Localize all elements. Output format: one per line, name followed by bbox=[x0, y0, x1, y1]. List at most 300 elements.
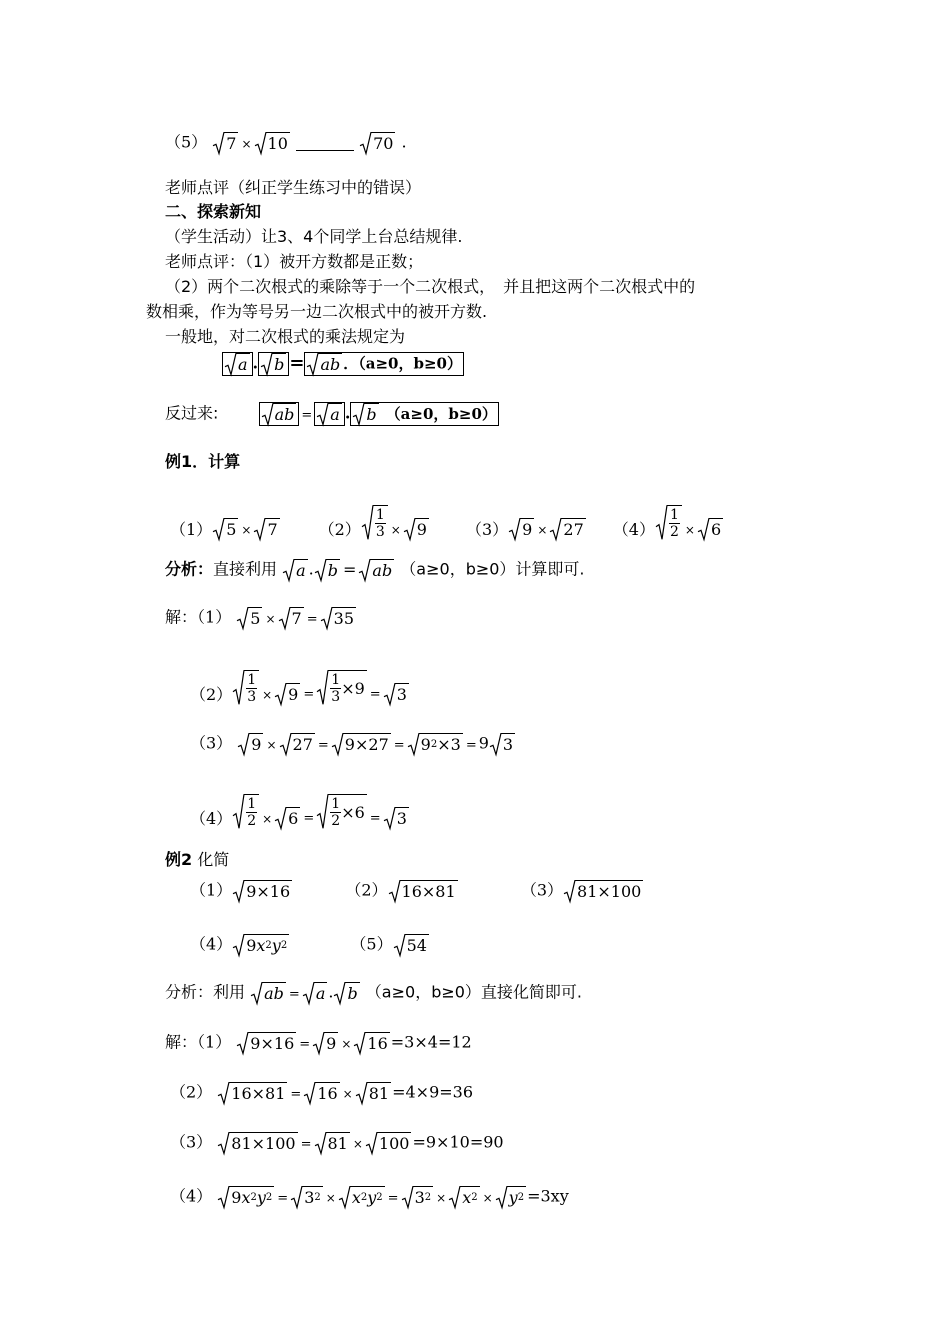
exponent: 2 bbox=[471, 1192, 478, 1203]
square-root bbox=[389, 880, 458, 902]
denominator: 2 bbox=[669, 524, 679, 540]
variable: x bbox=[462, 1188, 472, 1207]
radical-sign-icon bbox=[233, 934, 244, 956]
example-1-title: 例1．计算 bbox=[165, 452, 241, 471]
bold-text: （a≥0，b≥0） bbox=[385, 404, 497, 423]
text: 解： bbox=[165, 1032, 198, 1052]
radical-sign-icon bbox=[366, 1132, 377, 1154]
radicand: 16 bbox=[317, 1084, 338, 1103]
teacher-review-3a: （2）两个二次根式的乘除等于一个二次根式， 并且把这两个二次根式中的 bbox=[165, 277, 696, 296]
square-root bbox=[402, 1186, 434, 1208]
square-root bbox=[394, 934, 429, 956]
radical-sign-icon bbox=[237, 607, 248, 629]
text: =9×10=90 bbox=[412, 1132, 504, 1152]
fraction bbox=[246, 672, 257, 705]
equals-sign: = bbox=[465, 737, 477, 753]
section-heading: 二、探索新知 bbox=[165, 202, 262, 221]
times-sign: × bbox=[241, 523, 252, 537]
variable: y bbox=[271, 936, 281, 955]
radicand: 6 bbox=[710, 520, 722, 539]
radical-sign-icon bbox=[213, 518, 224, 540]
exponent: 2 bbox=[265, 1192, 273, 1203]
equals-sign: = bbox=[393, 737, 405, 753]
denominator: 3 bbox=[331, 689, 341, 705]
numerator: 1 bbox=[375, 507, 385, 523]
general-rule-intro: 一般地，对二次根式的乘法规定为 bbox=[165, 327, 406, 346]
radical-sign-icon bbox=[315, 1132, 326, 1154]
radicand: 9 bbox=[288, 685, 299, 704]
equals-sign: = bbox=[300, 1136, 312, 1152]
text: （1） bbox=[197, 1032, 232, 1052]
square-root bbox=[698, 518, 723, 540]
radicand: 9 bbox=[522, 520, 533, 539]
text: 3 bbox=[304, 1188, 315, 1207]
rule-box-ab bbox=[304, 352, 464, 376]
radical-sign-icon bbox=[251, 982, 262, 1004]
square-root bbox=[656, 505, 682, 540]
text: 解： bbox=[165, 607, 198, 627]
radicand: 7 bbox=[226, 134, 237, 153]
radicand bbox=[328, 794, 367, 829]
square-root bbox=[332, 733, 391, 755]
times-sign: × bbox=[266, 737, 277, 752]
radicand: 9 bbox=[326, 1034, 337, 1053]
radical-sign-icon bbox=[353, 403, 364, 425]
square-root bbox=[275, 683, 300, 705]
radical-sign-icon bbox=[233, 880, 244, 902]
radical-sign-icon bbox=[362, 505, 373, 540]
text: （2） bbox=[170, 1082, 213, 1102]
radical-sign-icon bbox=[225, 353, 236, 375]
radical-sign-icon bbox=[279, 607, 290, 629]
text: （3） bbox=[465, 520, 509, 539]
bold-text: = bbox=[289, 352, 305, 374]
square-root bbox=[218, 1186, 274, 1208]
times-sign: × bbox=[684, 523, 695, 537]
square-root bbox=[262, 403, 297, 425]
radical-sign-icon bbox=[359, 559, 370, 581]
formula-box bbox=[314, 402, 345, 426]
radical-sign-icon bbox=[317, 670, 328, 705]
times-sign: × bbox=[265, 611, 276, 626]
square-root bbox=[315, 559, 340, 581]
radicand bbox=[302, 1186, 323, 1208]
text: （3） bbox=[170, 1132, 213, 1152]
times-sign: × bbox=[537, 523, 548, 537]
radicand: a bbox=[330, 405, 340, 424]
solution-1-4 bbox=[190, 779, 410, 829]
radicand: b bbox=[274, 355, 285, 374]
radicand: 9 × 27 bbox=[344, 735, 389, 754]
exponent: 2 bbox=[376, 1192, 383, 1203]
analysis-2: 分析：利用 ab = a . b （a≥0，b≥0）直接化简即可. bbox=[165, 982, 583, 1003]
times-sign: × bbox=[241, 136, 252, 151]
radicand bbox=[373, 505, 388, 540]
radical-sign-icon bbox=[490, 733, 501, 755]
exponent: 2 bbox=[265, 940, 272, 951]
radicand: 10 bbox=[267, 134, 288, 153]
multiplication-rule bbox=[222, 352, 464, 376]
radicand bbox=[244, 670, 259, 705]
radical-sign-icon bbox=[313, 1032, 324, 1054]
radical-sign-icon bbox=[218, 1082, 229, 1104]
radicand bbox=[667, 505, 682, 540]
solution-2-4 bbox=[170, 1186, 569, 1209]
text: 化简 bbox=[197, 850, 230, 869]
square-root bbox=[354, 1032, 389, 1054]
radical-sign-icon bbox=[233, 794, 244, 829]
equals-sign: = bbox=[369, 811, 381, 826]
denominator: 2 bbox=[247, 813, 257, 829]
square-root bbox=[233, 880, 292, 902]
exponent: 2 bbox=[360, 1192, 368, 1203]
numerator: 1 bbox=[247, 796, 257, 812]
solution-1-1 bbox=[165, 607, 357, 630]
variable: x bbox=[256, 936, 266, 955]
radicand: ab bbox=[274, 405, 295, 424]
bold-text: 分析： bbox=[165, 559, 214, 579]
solution-2-2 bbox=[170, 1082, 473, 1105]
radicand bbox=[229, 1186, 274, 1208]
numerator: 1 bbox=[331, 796, 341, 812]
square-root bbox=[251, 982, 286, 1004]
square-root bbox=[225, 353, 250, 375]
text: （2） bbox=[318, 520, 361, 539]
radical-sign-icon bbox=[321, 607, 332, 629]
radicand bbox=[507, 1186, 526, 1208]
square-root bbox=[490, 733, 515, 755]
equals-sign: = bbox=[277, 1190, 289, 1206]
radicand: 81 bbox=[368, 1084, 390, 1103]
student-activity: （学生活动）让3、4个同学上台总结规律. bbox=[165, 227, 463, 246]
radical-sign-icon bbox=[354, 1032, 365, 1054]
radical-sign-icon bbox=[261, 353, 272, 375]
text: （3） bbox=[190, 733, 233, 753]
item-label: （5） bbox=[165, 132, 208, 152]
variable: y bbox=[508, 1188, 518, 1207]
radical-sign-icon bbox=[233, 670, 244, 705]
analysis-1: 分析：直接利用 a . b = ab （a≥0，b≥0）计算即可. bbox=[165, 559, 585, 580]
text: 9 bbox=[478, 733, 489, 753]
radical-sign-icon bbox=[496, 1186, 507, 1208]
text: 6 bbox=[354, 802, 365, 822]
radicand: 7 bbox=[291, 609, 302, 628]
radicand: 27 bbox=[563, 520, 584, 539]
radical-sign-icon bbox=[550, 518, 561, 540]
equals-sign: = bbox=[343, 559, 357, 579]
variable: y bbox=[367, 1188, 377, 1207]
times-sign: × bbox=[262, 812, 273, 826]
solution-2-3 bbox=[170, 1132, 504, 1155]
fraction bbox=[669, 507, 680, 540]
square-root bbox=[279, 607, 304, 629]
radicand: 9×16 bbox=[250, 1034, 295, 1053]
rule-box-a bbox=[222, 352, 253, 376]
square-root bbox=[304, 1082, 339, 1104]
text: 9 bbox=[344, 735, 355, 754]
equals-sign: = bbox=[301, 407, 313, 423]
radical-sign-icon bbox=[332, 733, 343, 755]
text: （4） bbox=[170, 1186, 213, 1206]
text: =3xy bbox=[527, 1186, 569, 1206]
radicand: 7 bbox=[267, 520, 278, 539]
text: =4×9=36 bbox=[392, 1082, 474, 1102]
radicand: 5 bbox=[226, 520, 237, 539]
radical-sign-icon bbox=[402, 1186, 413, 1208]
spacer: × bbox=[341, 802, 355, 822]
radicand: 16×81 bbox=[401, 882, 456, 901]
text: 27 bbox=[368, 735, 389, 754]
times-sign: × bbox=[262, 688, 273, 702]
square-root bbox=[362, 505, 388, 540]
radicand: a bbox=[315, 984, 326, 1003]
fraction bbox=[330, 796, 341, 829]
equals-sign: = bbox=[290, 1086, 302, 1102]
formula-box bbox=[350, 402, 498, 426]
square-root bbox=[237, 1032, 296, 1054]
numerator: 1 bbox=[669, 507, 679, 523]
text: （2） bbox=[345, 880, 388, 900]
text: 9 bbox=[246, 936, 257, 955]
denominator: 3 bbox=[247, 689, 257, 705]
bold-text: . bbox=[252, 353, 259, 373]
equals-sign: = bbox=[299, 1036, 311, 1052]
square-root bbox=[317, 670, 367, 705]
period: . bbox=[401, 132, 407, 152]
square-root bbox=[283, 559, 308, 581]
example-2-row-2 bbox=[190, 934, 430, 956]
denominator: 2 bbox=[331, 813, 341, 829]
spacer: × bbox=[341, 678, 355, 698]
text: 利用 bbox=[213, 982, 246, 1002]
square-root bbox=[213, 518, 238, 540]
example-1-problems bbox=[170, 490, 724, 540]
radicand: 54 bbox=[406, 936, 427, 955]
text: 直接利用 bbox=[213, 559, 278, 579]
text: =3×4=12 bbox=[390, 1032, 472, 1052]
square-root bbox=[315, 1132, 350, 1154]
text: （a≥0，b≥0）计算即可. bbox=[400, 559, 585, 579]
square-root bbox=[218, 1082, 287, 1104]
text: （a≥0，b≥0）直接化简即可. bbox=[365, 982, 583, 1002]
equals-sign: = bbox=[303, 687, 315, 702]
equals-sign: = bbox=[317, 737, 329, 753]
square-root bbox=[307, 353, 342, 375]
teacher-review-1: 老师点评（纠正学生练习中的错误） bbox=[165, 178, 422, 197]
sqrt-70 bbox=[360, 132, 395, 154]
radicand: ab bbox=[372, 561, 393, 580]
square-root bbox=[334, 982, 359, 1004]
text: （4） bbox=[190, 934, 233, 954]
variable: y bbox=[256, 1188, 266, 1207]
square-root bbox=[496, 1186, 526, 1208]
radical-sign-icon bbox=[315, 559, 326, 581]
teacher-review-2: 老师点评：（1）被开方数都是正数； bbox=[165, 252, 424, 271]
radicand bbox=[413, 1186, 434, 1208]
radical-sign-icon bbox=[275, 683, 286, 705]
bold-text: . bbox=[344, 403, 351, 423]
radical-sign-icon bbox=[384, 807, 395, 829]
radical-sign-icon bbox=[254, 518, 265, 540]
radicand: a bbox=[238, 355, 248, 374]
radicand: 81 bbox=[327, 1134, 348, 1153]
radicand: a bbox=[296, 561, 306, 580]
square-root bbox=[366, 1132, 412, 1154]
square-root bbox=[261, 353, 286, 375]
square-root bbox=[275, 807, 300, 829]
text: （1） bbox=[170, 520, 213, 539]
square-root bbox=[404, 518, 429, 540]
radicand: 3 bbox=[502, 735, 514, 754]
exponent: 2 bbox=[424, 1192, 432, 1203]
text: 分析： bbox=[165, 982, 214, 1002]
radical-sign-icon bbox=[360, 132, 371, 154]
radical-sign-icon bbox=[275, 807, 286, 829]
radical-sign-icon bbox=[303, 982, 314, 1004]
text: （3） bbox=[520, 880, 564, 900]
square-root bbox=[291, 1186, 323, 1208]
radicand: ab bbox=[264, 984, 284, 1003]
radicand bbox=[244, 934, 289, 956]
square-root bbox=[384, 683, 409, 705]
radical-sign-icon bbox=[356, 1082, 367, 1104]
radicand bbox=[328, 670, 367, 705]
radical-sign-icon bbox=[213, 132, 224, 154]
square-root bbox=[550, 518, 585, 540]
rule-box-b bbox=[258, 352, 289, 376]
radical-sign-icon bbox=[262, 403, 273, 425]
radical-sign-icon bbox=[238, 733, 249, 755]
radicand: b bbox=[366, 405, 377, 424]
square-root bbox=[303, 982, 328, 1004]
radical-sign-icon bbox=[408, 733, 419, 755]
radical-sign-icon bbox=[307, 353, 318, 375]
radical-sign-icon bbox=[394, 934, 405, 956]
radicand: 70 bbox=[373, 134, 394, 153]
text: 9 bbox=[231, 1188, 242, 1207]
equals-sign: = bbox=[306, 611, 318, 627]
square-root bbox=[254, 518, 279, 540]
radical-sign-icon bbox=[449, 1186, 460, 1208]
radicand: 5 bbox=[250, 609, 261, 628]
radical-sign-icon bbox=[317, 794, 328, 829]
radicand: ab bbox=[320, 355, 341, 374]
radical-sign-icon bbox=[237, 1032, 248, 1054]
radicand: 9 bbox=[416, 520, 427, 539]
radical-sign-icon bbox=[509, 518, 520, 540]
radicand: 81×100 bbox=[231, 1134, 296, 1153]
radical-sign-icon bbox=[656, 505, 667, 540]
bold-text: 例2 bbox=[165, 850, 193, 869]
square-root bbox=[237, 607, 262, 629]
square-root bbox=[317, 794, 367, 829]
square-root bbox=[359, 559, 394, 581]
square-root bbox=[218, 1132, 297, 1154]
radical-sign-icon bbox=[339, 1186, 350, 1208]
radical-sign-icon bbox=[384, 683, 395, 705]
numerator: 1 bbox=[247, 672, 257, 688]
equals-sign: = bbox=[369, 687, 381, 702]
square-root bbox=[238, 733, 263, 755]
radicand: 16 bbox=[367, 1034, 388, 1053]
denominator: 3 bbox=[375, 524, 385, 540]
square-root bbox=[353, 403, 378, 425]
example-2-title bbox=[165, 850, 229, 870]
exponent: 2 bbox=[314, 1192, 321, 1203]
variable: x bbox=[241, 1188, 251, 1207]
text: 3 bbox=[414, 1188, 425, 1207]
radical-sign-icon bbox=[304, 1082, 315, 1104]
teacher-review-3b: 数相乘，作为等号另一边二次根式中的被开方数. bbox=[146, 302, 488, 321]
radicand: 3 bbox=[396, 685, 407, 704]
radicand: 100 bbox=[378, 1134, 410, 1153]
radicand: 9 2 × 3 bbox=[420, 735, 461, 754]
solution-1-3 bbox=[190, 733, 516, 756]
exponent: 2 bbox=[280, 940, 288, 951]
text: 9 bbox=[354, 678, 365, 698]
equals-sign: = bbox=[303, 811, 315, 826]
square-root bbox=[339, 1186, 385, 1208]
solution-1-2 bbox=[190, 655, 410, 705]
radicand bbox=[460, 1186, 479, 1208]
answer-blank[interactable] bbox=[296, 136, 354, 151]
fraction bbox=[330, 672, 341, 705]
text: （1） bbox=[197, 607, 232, 627]
times-sign: × bbox=[436, 1190, 447, 1205]
radicand bbox=[244, 794, 259, 829]
square-root bbox=[408, 733, 463, 755]
fraction bbox=[246, 796, 257, 829]
square-root bbox=[509, 518, 534, 540]
radical-sign-icon bbox=[255, 132, 266, 154]
exponent: 2 bbox=[430, 739, 438, 750]
times-sign: × bbox=[325, 1190, 336, 1205]
square-root bbox=[317, 403, 342, 425]
radicand: 81×100 bbox=[577, 882, 642, 901]
times-sign: × bbox=[342, 1086, 353, 1101]
fraction bbox=[375, 507, 386, 540]
radical-sign-icon bbox=[283, 559, 294, 581]
exponent: 2 bbox=[517, 1192, 525, 1203]
radicand: 9×16 bbox=[246, 882, 291, 901]
text: （4） bbox=[612, 520, 655, 539]
radical-sign-icon bbox=[280, 733, 291, 755]
square-root bbox=[564, 880, 643, 902]
radical-sign-icon bbox=[218, 1132, 229, 1154]
times-sign: × bbox=[390, 523, 401, 537]
square-root bbox=[233, 670, 259, 705]
text: 9 bbox=[420, 735, 431, 754]
text: （5） bbox=[350, 934, 393, 954]
example-2-row-1 bbox=[190, 880, 644, 902]
radical-sign-icon bbox=[218, 1186, 229, 1208]
radicand: 3 bbox=[396, 809, 407, 828]
sqrt-7 bbox=[213, 132, 238, 154]
square-root bbox=[449, 1186, 479, 1208]
square-root bbox=[313, 1032, 338, 1054]
radicand: 35 bbox=[333, 609, 354, 628]
radical-sign-icon bbox=[389, 880, 400, 902]
radicand: 6 bbox=[288, 809, 299, 828]
radicand: 9 bbox=[251, 735, 262, 754]
sqrt-10 bbox=[255, 132, 290, 154]
formula-box bbox=[259, 402, 300, 426]
radical-sign-icon bbox=[698, 518, 709, 540]
times-sign: × bbox=[482, 1190, 493, 1205]
exercise-5 bbox=[165, 132, 407, 154]
bold-text: ．（a≥0，b≥0） bbox=[343, 354, 462, 373]
times-sign: × bbox=[352, 1136, 363, 1151]
